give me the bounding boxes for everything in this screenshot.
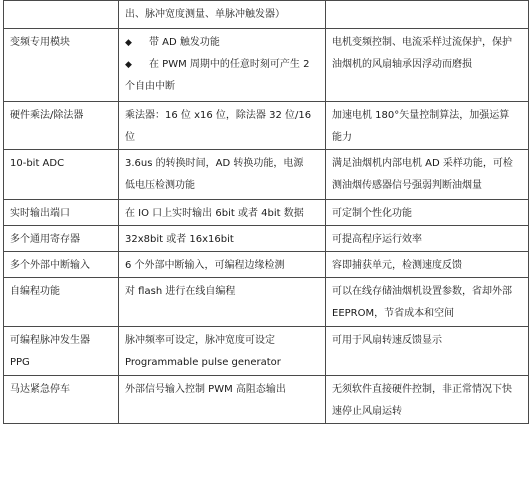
- feature-table-body: [4, 1, 529, 424]
- feature-table: [3, 0, 529, 424]
- feature-spec-text: 外部信号输入控制 PWM 高阻态输出: [125, 384, 286, 395]
- feature-benefit-text: 无须软件直接硬件控制，非正常情况下快: [332, 384, 512, 395]
- feature-spec-text: 在 IO 口上实时输出 6bit 或者 4bit 数据: [125, 208, 304, 219]
- bullet-item: [125, 32, 319, 54]
- feature-spec-text: 6 个外部中断输入，可编程边缘检测: [125, 260, 285, 271]
- feature-benefit-text: 容即捕获单元，检测速度反馈: [332, 260, 462, 271]
- feature-benefit-cell: [326, 102, 529, 150]
- feature-name-text: 多个通用寄存器: [10, 234, 80, 245]
- feature-name-text: 自编程功能: [10, 286, 60, 297]
- feature-name-text: 多个外部中断输入: [10, 260, 90, 271]
- feature-name-cell: [4, 327, 119, 376]
- table-row: [4, 1, 529, 29]
- feature-spec-cell: [119, 150, 326, 200]
- bullet-text: 带 AD 触发功能: [149, 37, 220, 48]
- feature-spec-cell: [119, 226, 326, 252]
- feature-name-text: 硬件乘法/除法器: [10, 110, 84, 121]
- table-row: [4, 150, 529, 200]
- feature-spec-text: 脉冲频率可设定，脉冲宽度可设定: [125, 335, 275, 346]
- feature-spec-text: 位: [125, 132, 135, 143]
- feature-name-cell: [4, 376, 119, 424]
- feature-benefit-text: 可以在线存储油烟机设置参数，省却外部: [332, 286, 512, 297]
- table-row: [4, 226, 529, 252]
- feature-spec-text: 乘法器：16 位 x16 位，除法器 32 位/16: [125, 110, 312, 121]
- feature-benefit-text: 满足油烟机内部电机 AD 采样功能，可检: [332, 158, 513, 169]
- feature-spec-cell: [119, 376, 326, 424]
- feature-benefit-text: 速停止风扇运转: [332, 406, 402, 417]
- feature-spec-cell: [119, 200, 326, 226]
- feature-name-text: 马达紧急停车: [10, 384, 70, 395]
- feature-name-cell: [4, 200, 119, 226]
- feature-name-cell: [4, 252, 119, 278]
- feature-spec-cell: [119, 252, 326, 278]
- feature-benefit-cell: [326, 1, 529, 29]
- feature-spec-cell: [119, 102, 326, 150]
- bullet-continuation: 个自由中断: [125, 81, 175, 92]
- feature-spec-cell: [119, 29, 326, 102]
- feature-benefit-cell: [326, 200, 529, 226]
- table-row: [4, 252, 529, 278]
- feature-spec-text: 对 flash 进行在线自编程: [125, 286, 236, 297]
- feature-benefit-cell: [326, 376, 529, 424]
- bullet-text: 在 PWM 周期中的任意时刻可产生 2: [149, 59, 310, 70]
- diamond-bullet-icon: ◆: [125, 60, 132, 70]
- feature-benefit-cell: [326, 29, 529, 102]
- feature-benefit-text: 可提高程序运行效率: [332, 234, 422, 245]
- table-row: [4, 102, 529, 150]
- feature-benefit-cell: [326, 252, 529, 278]
- feature-benefit-text: 测油烟传感器信号强弱判断油烟量: [332, 180, 482, 191]
- diamond-bullet-icon: ◆: [125, 38, 132, 48]
- table-row: [4, 376, 529, 424]
- feature-name-cell: [4, 29, 119, 102]
- feature-benefit-text: 电机变频控制、电流采样过流保护，保护: [332, 37, 512, 48]
- feature-name-cell: [4, 226, 119, 252]
- feature-spec-text: 3.6us 的转换时间，AD 转换功能，电源: [125, 158, 304, 169]
- feature-benefit-text: 可定制个性化功能: [332, 208, 412, 219]
- table-row: [4, 29, 529, 102]
- feature-name-cell: [4, 102, 119, 150]
- feature-benefit-cell: [326, 327, 529, 376]
- feature-spec-text: 出、脉冲宽度测量、单脉冲触发器）: [125, 9, 285, 20]
- feature-benefit-text: 油烟机的风扇轴承因浮动而磨损: [332, 59, 472, 70]
- feature-name-cell: [4, 278, 119, 327]
- feature-spec-text: Programmable pulse generator: [125, 357, 281, 368]
- feature-benefit-cell: [326, 150, 529, 200]
- feature-spec-text: 32x8bit 或者 16x16bit: [125, 234, 234, 245]
- feature-benefit-text: 可用于风扇转速反馈显示: [332, 335, 442, 346]
- feature-spec-cell: [119, 327, 326, 376]
- feature-name-text: 可编程脉冲发生器: [10, 335, 90, 346]
- feature-name-cell: [4, 1, 119, 29]
- feature-name-text: PPG: [10, 357, 30, 368]
- feature-benefit-cell: [326, 226, 529, 252]
- table-row: [4, 278, 529, 327]
- feature-spec-cell: [119, 278, 326, 327]
- feature-benefit-text: EEPROM，节省成本和空间: [332, 308, 455, 319]
- feature-name-text: 变频专用模块: [10, 37, 70, 48]
- feature-name-cell: [4, 150, 119, 200]
- feature-name-text: 10-bit ADC: [10, 158, 65, 169]
- feature-spec-text: 低电压检测功能: [125, 180, 195, 191]
- feature-benefit-cell: [326, 278, 529, 327]
- table-row: [4, 200, 529, 226]
- feature-name-text: 实时输出端口: [10, 208, 70, 219]
- feature-spec-cell: [119, 1, 326, 29]
- feature-benefit-text: 能力: [332, 132, 352, 143]
- bullet-item: [125, 54, 319, 76]
- feature-benefit-text: 加速电机 180°矢量控制算法，加强运算: [332, 110, 510, 121]
- table-row: [4, 327, 529, 376]
